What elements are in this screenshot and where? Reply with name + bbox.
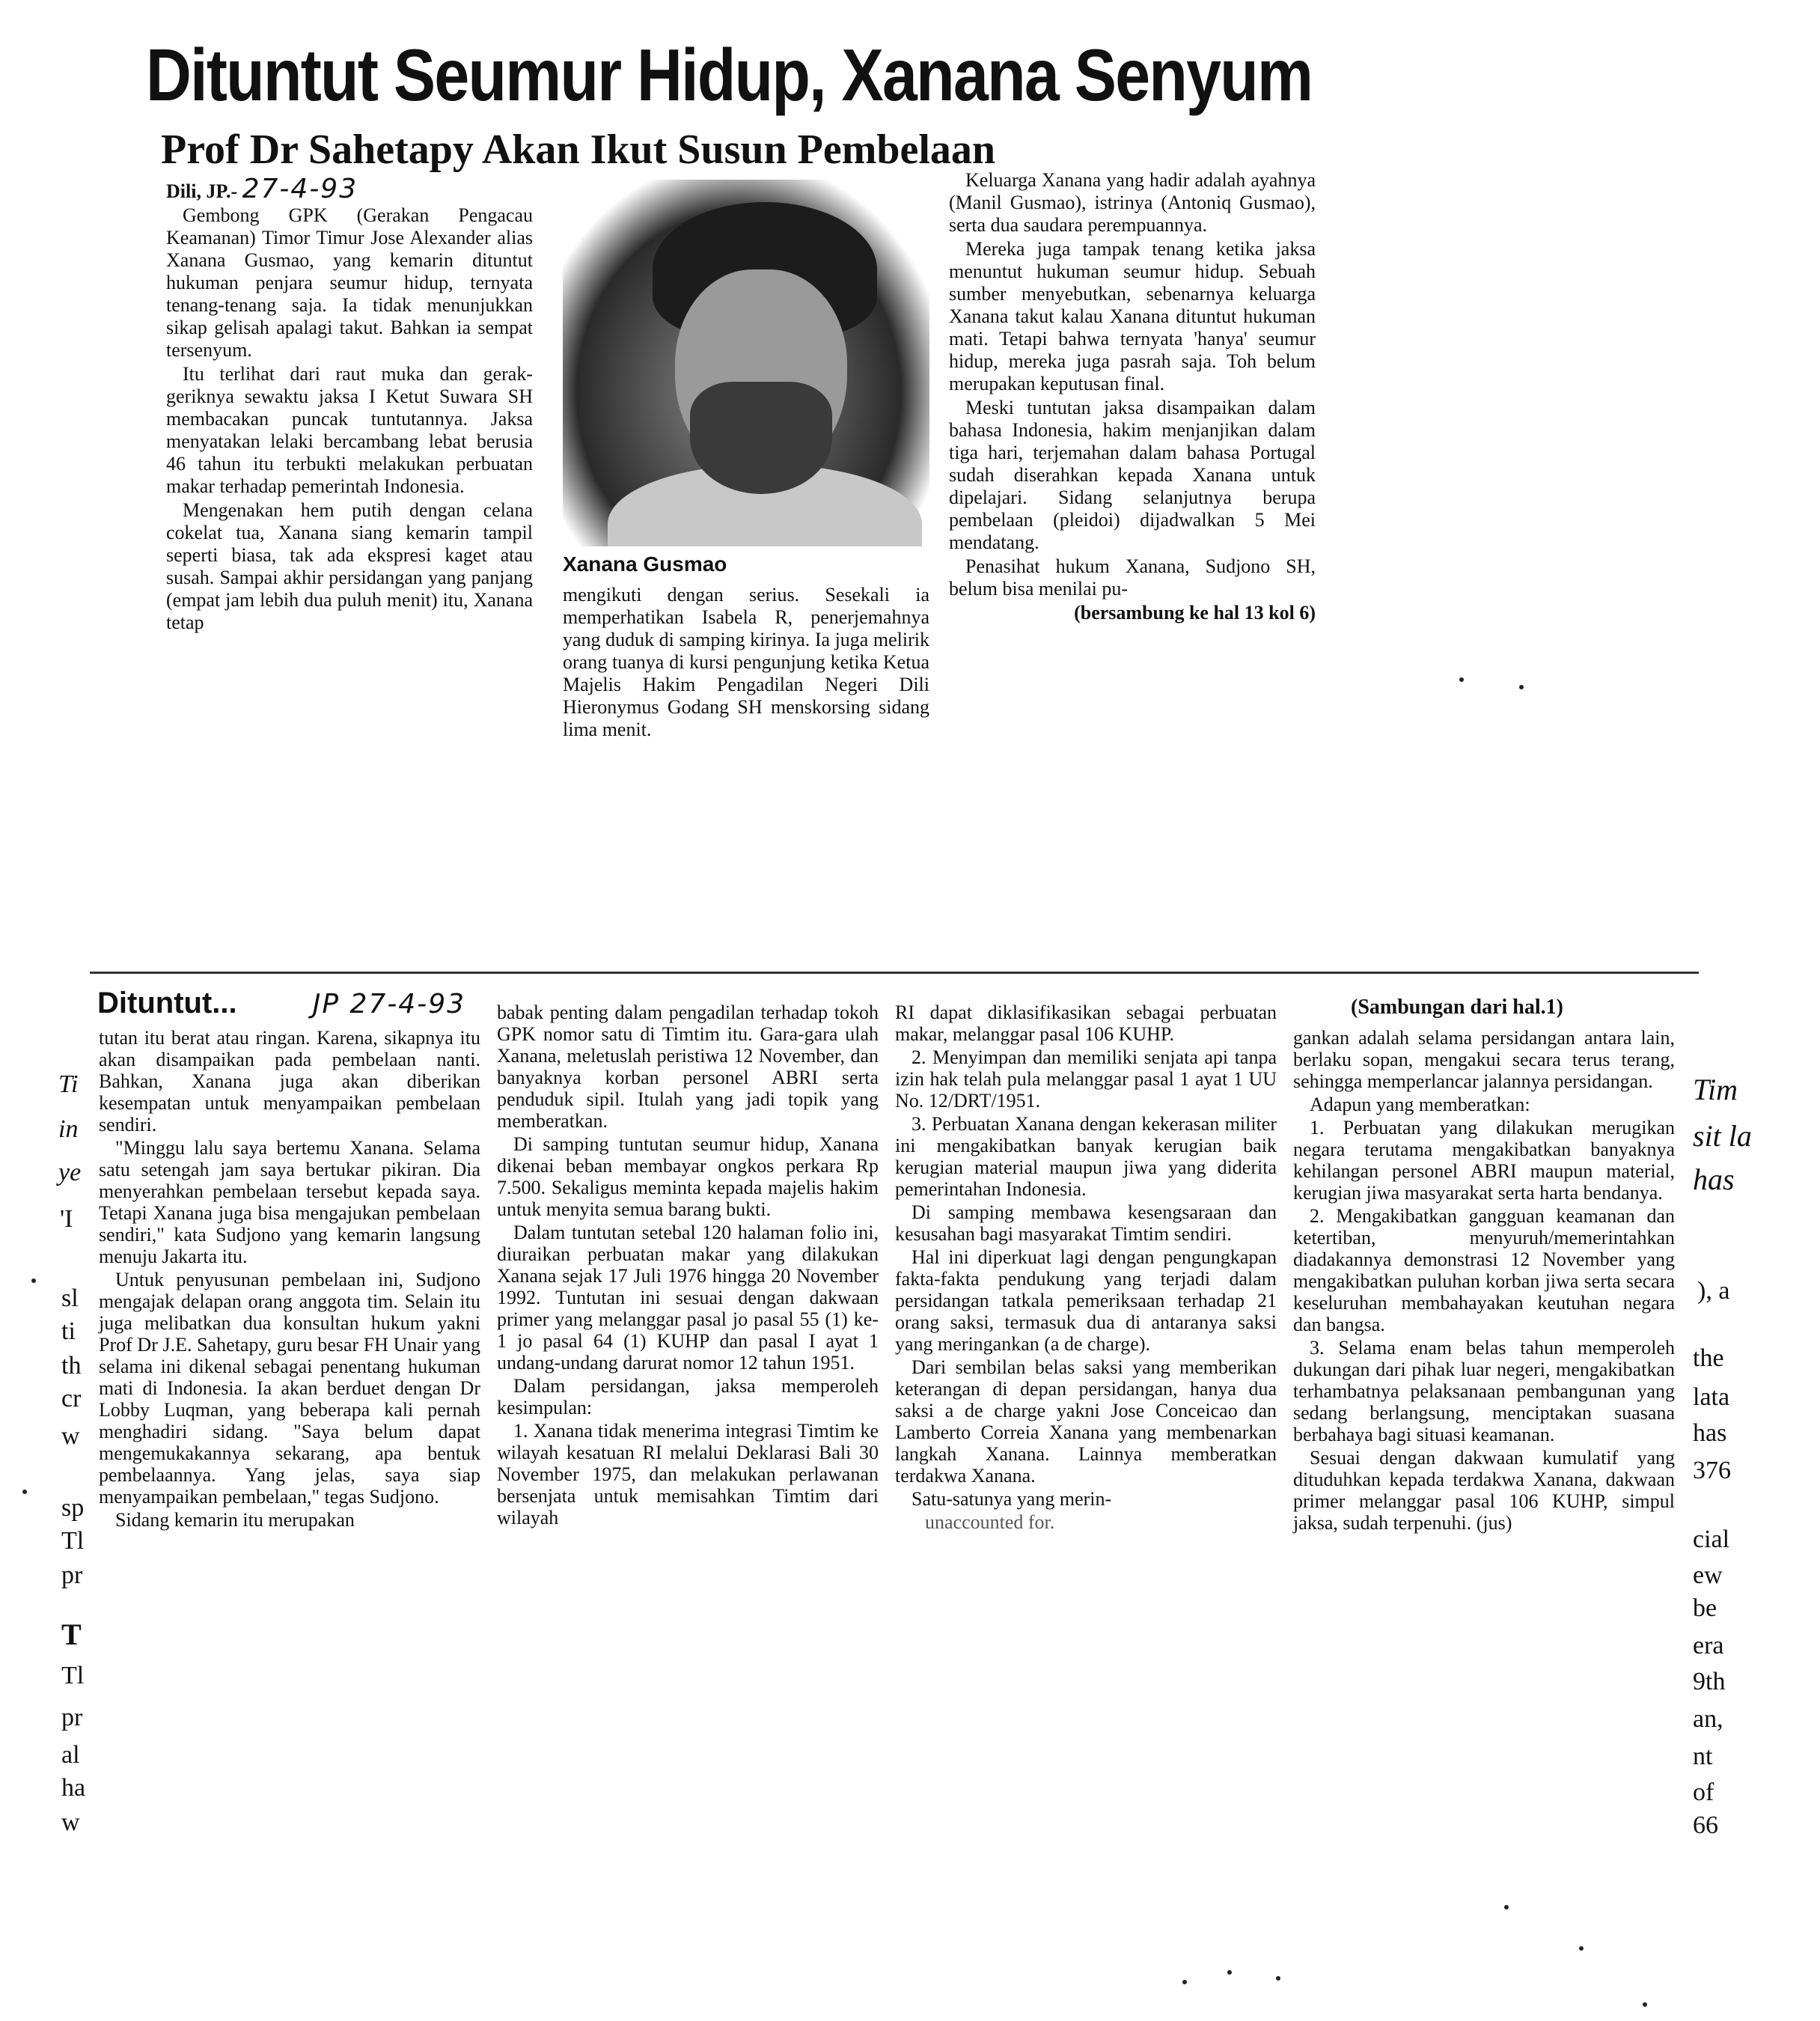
margin-fragment: nt (1693, 1743, 1713, 1770)
margin-fragment: T (61, 1618, 82, 1651)
margin-fragment: w (61, 1808, 80, 1836)
margin-fragment: the (1693, 1344, 1724, 1372)
paragraph: Sesuai dengan dakwaan kumulatif yang dituduhkan kepada terdakwa Xanana, dakwaan primer melanggar pasal 106 KUHP, simpul jaksa, sudah terpenuhi. (jus) (1293, 1447, 1675, 1534)
paragraph: Dari sembilan belas saksi yang memberikan keterangan di depan persidangan, hanya dua saksi a de charge yakni Jose Conceicao dan Lamberto Correia Xanana yang membenarkan langkah Xanana. Lainnya memberatkan terdakwa Xanana. (895, 1356, 1277, 1487)
top-column-2 (563, 584, 929, 743)
scan-speck (1182, 1980, 1187, 1984)
scan-speck (1459, 677, 1464, 682)
margin-fragment: an, (1693, 1705, 1723, 1733)
margin-fragment: of (1693, 1778, 1714, 1806)
paragraph: 1. Perbuatan yang dilakukan merugikan negara terutama mengakibatkan banyaknya kehilangan personel ABRI maupun material, kerugian jiwa masyarakat serta harta bendanya. (1293, 1117, 1675, 1204)
margin-fragment: in (58, 1115, 79, 1143)
paragraph: gankan adalah selama persidangan antara lain, berlaku sopan, mengakui secara terus terang, sehingga memperlancar jalannya persidangan. (1293, 1027, 1675, 1092)
subheadline: Prof Dr Sahetapy Akan Ikut Susun Pembelaan (161, 126, 996, 173)
stray-text: unaccounted for. (925, 1511, 1055, 1533)
paragraph: Penasihat hukum Xanana, Sudjono SH, belum bisa menilai pu- (949, 555, 1316, 600)
paragraph: 1. Xanana tidak menerima integrasi Timtim ke wilayah kesatuan RI melalui Deklarasi Bali 30 November 1975, dan melakukan perlawanan bersenjata untuk memisahkan Timtim dari wilayah (497, 1420, 879, 1528)
paragraph: RI dapat diklasifikasikan sebagai perbuatan makar, melanggar pasal 106 KUHP. (895, 1002, 1277, 1045)
top-column-1 (166, 174, 533, 635)
margin-fragment: ), a (1697, 1277, 1730, 1305)
paragraph: babak penting dalam pengadilan terhadap tokoh GPK nomor satu di Timtim itu. Gara-gara ulah Xanana, meletuslah peristiwa 12 November, dan banyaknya korban personel ABRI serta penduduk sipil. Itulah yang jadi topik yang memberatkan. (497, 1002, 879, 1132)
bottom-column-3 (895, 1002, 1277, 1534)
scan-speck (1643, 2002, 1647, 2007)
bottom-column-2 (497, 1002, 879, 1530)
margin-fragment: ha (61, 1774, 86, 1802)
margin-fragment: Tl (61, 1527, 85, 1555)
margin-fragment: has (1693, 1162, 1735, 1196)
handwritten-date-bottom: JP 27-4-93 (312, 989, 466, 1019)
paragraph: Mengenakan hem putih dengan celana cokelat tua, Xanana siang kemarin tampil seperti biasa, tak ada ekspresi kaget atau susah. Sampai akhir persidangan yang panjang (empat jam lebih dua puluh menit) itu, Xanana tetap (166, 499, 533, 633)
continuation-note: (bersambung ke hal 13 kol 6) (1074, 602, 1316, 624)
scan-speck (31, 1278, 36, 1283)
margin-fragment: w (61, 1422, 80, 1450)
margin-fragment: 'I (60, 1205, 73, 1233)
margin-fragment: sl (61, 1284, 79, 1312)
margin-fragment: Ti (58, 1070, 79, 1098)
handwritten-date-top: 27-4-93 (242, 174, 358, 204)
scan-speck (1276, 1976, 1280, 1981)
paragraph: 3. Selama enam belas tahun memperoleh dukungan dari pihak luar negeri, mengakibatkan terhambatnya pelaksanaan pembangunan yang sedang berlangsung, menciptakan suasana berbahaya bagi situasi keamanan. (1293, 1337, 1675, 1445)
portrait-photo (563, 180, 929, 546)
margin-fragment: sit la (1693, 1119, 1752, 1153)
paragraph: Hal ini diperkuat lagi dengan pengungkapan fakta-fakta pendukung yang terjadi dalam persidangan tatkala pemeriksaan terhadap 21 orang saksi, termasuk dua di antaranya saksi yang meringankan (a de charge). (895, 1246, 1277, 1355)
headline: Dituntut Seumur Hidup, Xanana Senyum (146, 34, 1313, 116)
continued-from-note: (Sambungan dari hal.1) (1351, 996, 1563, 1019)
scan-speck (1504, 1905, 1509, 1909)
paragraph: Sidang kemarin itu merupakan (115, 1509, 355, 1531)
scan-speck (1227, 1970, 1232, 1975)
margin-fragment: ew (1693, 1561, 1723, 1589)
paragraph: tutan itu berat atau ringan. Karena, sikapnya itu akan disampaikan pada pembelaan nanti. Bahkan, Xanana juga akan diberikan kesempatan untuk menyampaikan pembelaan sendiri. (99, 1027, 480, 1136)
margin-fragment: lata (1693, 1383, 1730, 1411)
dateline: Dili, JP.- (166, 180, 238, 202)
bottom-column-1 (99, 1027, 480, 1532)
margin-fragment: has (1693, 1419, 1727, 1447)
margin-fragment: 376 (1693, 1457, 1731, 1484)
paragraph: Meski tuntutan jaksa disampaikan dalam bahasa Indonesia, hakim menjanjikan dalam tiga hari, terjemahan dalam bahasa Portugal sudah diserahkan kepada Xanana untuk dipelajari. Sidang selanjutnya berupa pembelaan (pleidoi) dijadwalkan 5 Mei mendatang. (949, 397, 1316, 553)
paragraph: Di samping tuntutan seumur hidup, Xanana dikenai beban membayar ongkos perkara Rp 7.500. Sekaligus meminta kepada majelis hakim untuk menyita semua barang bukti. (497, 1133, 879, 1220)
paragraph: Itu terlihat dari raut muka dan gerak-geriknya sewaktu jaksa I Ketut Suwara SH membacakan puncak tuntutannya. Jaksa menyatakan lelaki bercambang lebat berusia 46 tahun itu terbukti melakukan perbuatan makar terhadap pemerintah Indonesia. (166, 363, 533, 497)
margin-fragment: be (1693, 1594, 1717, 1622)
paragraph: mengikuti dengan serius. Sesekali ia memperhatikan Isabela R, penerjemahnya yang duduk di samping kirinya. Ia juga melirik orang tuanya di kursi pengunjung ketika Ketua Majelis Hakim Pengadilan Negeri Dili Hieronymus Godang SH menskorsing sidang lima menit. (563, 584, 929, 740)
margin-fragment: 66 (1693, 1811, 1718, 1839)
margin-fragment: Tl (61, 1662, 85, 1689)
margin-fragment: al (61, 1741, 80, 1769)
bottom-column-4 (1293, 1027, 1675, 1535)
margin-fragment: cr (61, 1385, 82, 1412)
paragraph: "Minggu lalu saya bertemu Xanana. Selama satu setengah jam saya bertukar pikiran. Dia menyerahkan pembelaan tersebut kepada saya. Tetapi Xanana juga bisa mengajukan pembelaan sendiri," kata Sudjono yang kemarin langsung menuju Jakarta itu. (99, 1137, 480, 1267)
margin-fragment: Tim (1693, 1073, 1738, 1106)
margin-fragment: era (1693, 1632, 1724, 1659)
top-column-3 (949, 169, 1316, 626)
margin-fragment: ti (61, 1317, 76, 1345)
margin-fragment: pr (61, 1704, 83, 1731)
paragraph: 2. Mengakibatkan gangguan keamanan dan ketertiban, menyuruh/memerintahkan diadakannya demonstrasi 12 November yang mengakibatkan puluhan korban jiwa serta secara keseluruhan membahayakan keutuhan negara dan bangsa. (1293, 1205, 1675, 1335)
photo-caption: Xanana Gusmao (563, 552, 727, 576)
clipping-divider (90, 972, 1699, 974)
scan-speck (1579, 1946, 1584, 1951)
margin-fragment: ye (58, 1159, 82, 1186)
paragraph: Keluarga Xanana yang hadir adalah ayahnya (Manil Gusmao), istrinya (Antoniq Gusmao), serta dua saudara perempuannya. (949, 169, 1316, 236)
paragraph: Mereka juga tampak tenang ketika jaksa menuntut hukuman seumur hidup. Sebuah sumber menyebutkan, sebenarnya keluarga Xanana takut kalau Xanana dituntut hukuman mati. Tetapi bahwa ternyata 'hanya' seumur hidup, mereka juga pasrah saja. Toh belum merupakan keputusan final. (949, 238, 1316, 394)
paragraph: 2. Menyimpan dan memiliki senjata api tanpa izin hak telah pula melanggar pasal 1 ayat 1 UU No. 12/DRT/1951. (895, 1046, 1277, 1112)
continuation-title: Dituntut... JP 27-4-93 (97, 987, 466, 1019)
paragraph: Adapun yang memberatkan: (1310, 1094, 1530, 1115)
paragraph: Untuk penyusunan pembelaan ini, Sudjono mengajak delapan orang anggota tim. Selain itu juga melibatkan dua konsultan hukum yakni Prof Dr J.E. Sahetapy, guru besar FH Unair yang selama ini dikenal sebagai penentang hukuman mati di Indonesia. Ia akan berduet dengan Dr Lobby Luqman, yang beberapa kali pernah menghadiri sidang. "Saya belum dapat mengemukakannya sekarang, apa bentuk pembelaannya. Yang jelas, saya siap menyampaikan pembelaan," tegas Sudjono. (99, 1269, 480, 1508)
scan-speck (1519, 685, 1524, 689)
paragraph: Dalam tuntutan setebal 120 halaman folio ini, diuraikan perbuatan makar yang dilakukan Xanana sejak 17 Juli 1976 hingga 20 November 1992. Tuntutan ini sesuai dengan dakwaan primer yang melanggar pasal jo pasal 55 (1) ke-1 jo pasal 64 (1) KUHP dan pasal I ayat 1 undang-undang darurat nomor 12 tahun 1951. (497, 1222, 879, 1374)
margin-fragment: cial (1693, 1525, 1730, 1553)
paragraph: Satu-satunya yang merin- (911, 1488, 1112, 1510)
margin-fragment: th (61, 1352, 82, 1380)
paragraph: 3. Perbuatan Xanana dengan kekerasan militer ini mengakibatkan banyak kerugian baik kerugian material maupun jiwa yang diderita pemerintahan Indonesia. (895, 1113, 1277, 1200)
paragraph: Dalam persidangan, jaksa memperoleh kesimpulan: (497, 1375, 879, 1418)
scan-speck (22, 1490, 27, 1494)
paragraph: Di samping membawa kesengsaraan dan kesusahan bagi masyarakat Timtim sendiri. (895, 1201, 1277, 1245)
margin-fragment: pr (61, 1561, 83, 1589)
paragraph: Gembong GPK (Gerakan Pengacau Keamanan) Timor Timur Jose Alexander alias Xanana Gusmao, yang kemarin dituntut hukuman penjara seumur hidup, ternyata tenang-tenang saja. Ia tidak menunjukkan sikap gelisah apalagi takut. Bahkan ia sempat tersenyum. (166, 204, 533, 361)
margin-fragment: 9th (1693, 1668, 1726, 1695)
margin-fragment: sp (61, 1494, 85, 1522)
